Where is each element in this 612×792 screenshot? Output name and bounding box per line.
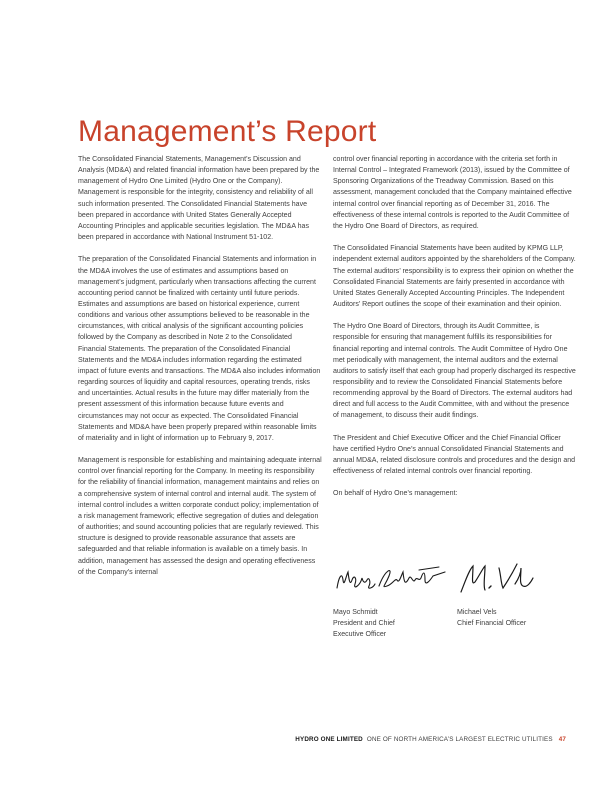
- paragraph-auditors: The Consolidated Financial Statements have been audited by KPMG LLP, independent external auditors appointed by the shareholders of the Company. The external auditors’ responsibility is to express their opinion on whether the Consolidated Financial Statements are fairly presented in accordance with United States Generally Accepted Accounting Principles. The Independent Auditors’ Report outlines the scope of their examination and their opinion.: [333, 245, 576, 308]
- right-column: [333, 154, 577, 511]
- signatures: [333, 558, 583, 598]
- signer-name: Michael Vels: [457, 609, 497, 616]
- left-column: [78, 154, 322, 589]
- page-footer: [295, 736, 566, 743]
- paragraph-internal-control: Management is responsible for establishing and maintaining adequate internal control over financial reporting for the Company. In meeting its responsibility for the reliability of financial information, management maintains and relies on a comprehensive system of internal control and internal audit. The system of internal control includes a written corporate conduct policy; implementation of a risk management framework; effective segregation of duties and delegation of authorities; and sound accounting policies that are regularly reviewed. This structure is designed to provide reasonable assurance that assets are safeguarded and that reliable information is available on a timely basis. In addition, management has assessed the design and operating effectiveness of the Company’s internal: [78, 457, 322, 576]
- signer-name: Mayo Schmidt: [333, 609, 378, 616]
- paragraph-on-behalf: On behalf of Hydro One’s management:: [333, 490, 458, 498]
- signer-title: Chief Financial Officer: [457, 620, 527, 628]
- signature-mayo-schmidt: [333, 558, 463, 598]
- signer-title: President and Chief: [333, 620, 395, 628]
- paragraph-estimates: The preparation of the Consolidated Financial Statements and information in the MD&A involves the use of estimates and assumptions based on management’s judgment, particularly when transactions affecting the current accounting period cannot be finalized with certainty until future periods. Estimates and assumptions are based on historical experience, current conditions and various other assumptions believed to be reasonable in the circumstances, with critical analysis of the significant accounting policies followed by the Company as described in Note 2 to the Consolidated Financial Statements. The preparation of the Consolidated Financial Statements and the MD&A includes information regarding the estimated impact of future events and transactions. The MD&A also includes information regarding sources of liquidity and capital resources, operating trends, risks and uncertainties. Actual results in the future may differ materially from the present assessment of this information because future events and circumstances may not occur as expected. The Consolidated Financial Statements and MD&A have been properly prepared within reasonable limits of materiality and in light of information up to February 9, 2017.: [78, 256, 321, 442]
- signer-michael-vels: [457, 607, 587, 629]
- paragraph-audit-committee: The Hydro One Board of Directors, through its Audit Committee, is responsible for ensuring that management fulfills its responsibilities for financial reporting and internal controls. The Audit Committee of Hydro One met periodically with management, the internal auditors and the external auditors to satisfy itself that each group had properly discharged its respective responsibility and to review the Consolidated Financial Statements before recommending approval by the Board of Directors. The external auditors had direct and full access to the Audit Committee, with and without the presence of management, to discuss their audit findings.: [333, 323, 576, 420]
- page-title: Management’s Report: [78, 115, 377, 148]
- signer-title: Executive Officer: [333, 631, 387, 639]
- paragraph-certification: The President and Chief Executive Officer and the Chief Financial Officer have certified Hydro One’s annual Consolidated Financial Statements and annual MD&A, related disclosure controls and procedures and the design and effectiveness of related internal controls over financial reporting.: [333, 434, 576, 476]
- footer-tagline: ONE OF NORTH AMERICA’S LARGEST ELECTRIC UTILITIES: [366, 736, 553, 743]
- page-number: 47: [558, 736, 566, 743]
- paragraph-responsibility: The Consolidated Financial Statements, Management’s Discussion and Analysis (MD&A) and related financial information have been prepared by the management of Hydro One Limited (Hydro One or the Company). Management is responsible for the integrity, consistency and reliability of all such information presented. The Consolidated Financial Statements have been prepared in accordance with United States Generally Accepted Accounting Principles and applicable securities legislation. The MD&A has been prepared in accordance with National Instrument 51-102.: [78, 156, 320, 242]
- paragraph-control-assessment: control over financial reporting in accordance with the criteria set forth in Internal Control – Integrated Framework (2013), issued by the Committee of Sponsoring Organizations of the Treadway Commission. Based on this assessment, management concluded that the Company maintained effective internal control over financial reporting as of December 31, 2016. The effectiveness of these internal controls is reported to the Audit Committee of the Hydro One Board of Directors, as required.: [333, 156, 572, 230]
- signer-mayo-schmidt: [333, 607, 453, 640]
- footer-company: HYDRO ONE LIMITED: [295, 736, 363, 743]
- signature-michael-vels: [457, 558, 537, 598]
